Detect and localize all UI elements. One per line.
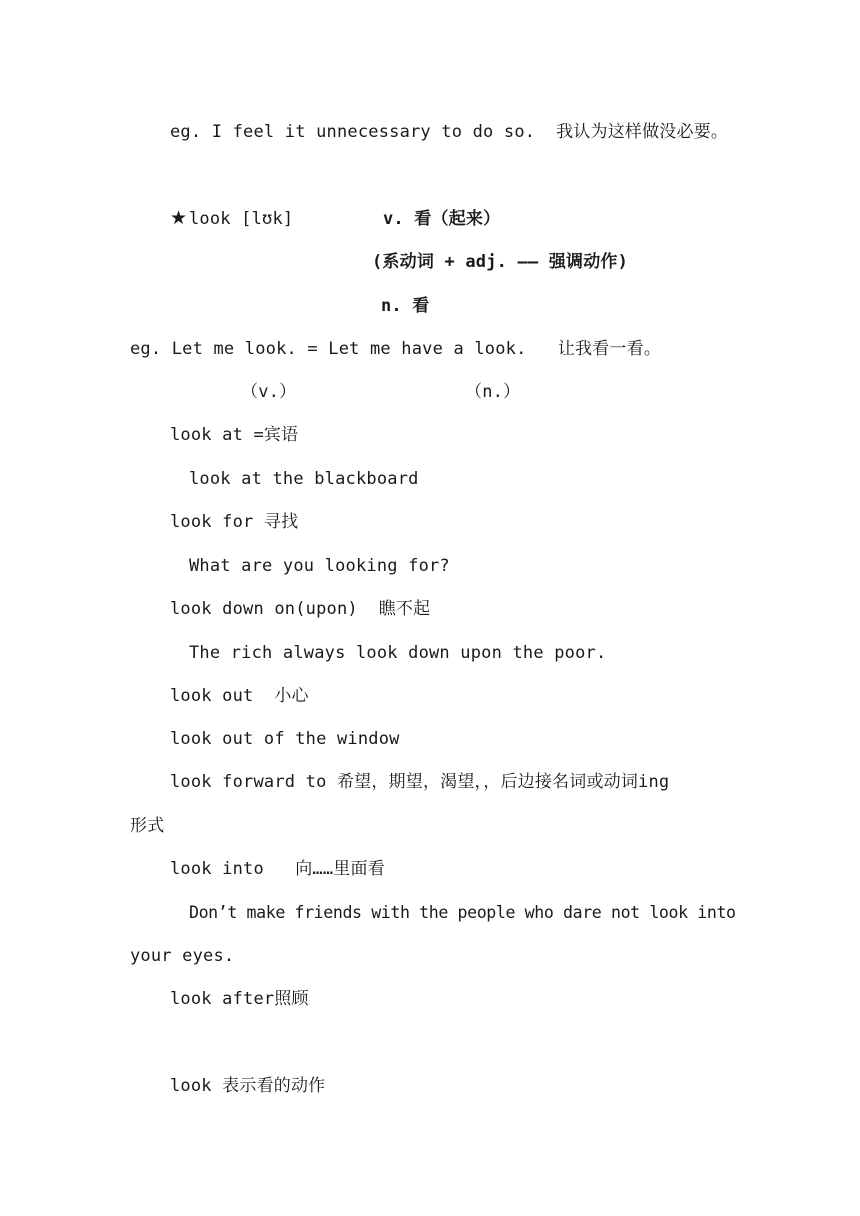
example-look-at: look at the blackboard xyxy=(189,469,419,489)
label-noun: （n.） xyxy=(465,382,521,402)
definition-note: (系动词 + adj. —— 强调动作) xyxy=(372,252,629,272)
phrase-look-forward-to-cont: 形式 xyxy=(130,816,165,836)
definition-noun: n. 看 xyxy=(381,296,430,316)
star-icon: ★ xyxy=(170,207,188,229)
phrase-look-at: look at =宾语 xyxy=(170,425,299,445)
phrase-look-down-on: look down on(upon) 瞧不起 xyxy=(170,599,431,619)
example-let-me-look: eg. Let me look. = Let me have a look. 让我看一看。 xyxy=(130,339,662,359)
phrase-look-out: look out 小心 xyxy=(170,686,309,706)
example-look-into-cont: your eyes. xyxy=(130,946,235,966)
phrase-look-forward-to: look forward to 希望，期望，渴望，，后边接名词或动词ing xyxy=(170,772,670,792)
phrase-look-into: look into 向……里面看 xyxy=(170,859,385,879)
headword-look: look [lʊk] xyxy=(189,209,294,229)
label-verb: （v.） xyxy=(241,382,297,402)
example-look-into: Don’t make friends with the people who dare not look into xyxy=(189,903,736,922)
phrase-look-out-of: look out of the window xyxy=(170,729,400,749)
definition-verb: v. 看（起来） xyxy=(383,209,501,229)
example-unnecessary: eg. I feel it unnecessary to do so. 我认为这样做没必要。 xyxy=(170,122,729,142)
phrase-look-after: look after照顾 xyxy=(170,989,309,1009)
note-look-action: look 表示看的动作 xyxy=(170,1076,326,1096)
example-look-down-on: The rich always look down upon the poor. xyxy=(189,643,607,663)
phrase-look-for: look for 寻找 xyxy=(170,512,299,532)
example-look-for: What are you looking for? xyxy=(189,556,450,576)
